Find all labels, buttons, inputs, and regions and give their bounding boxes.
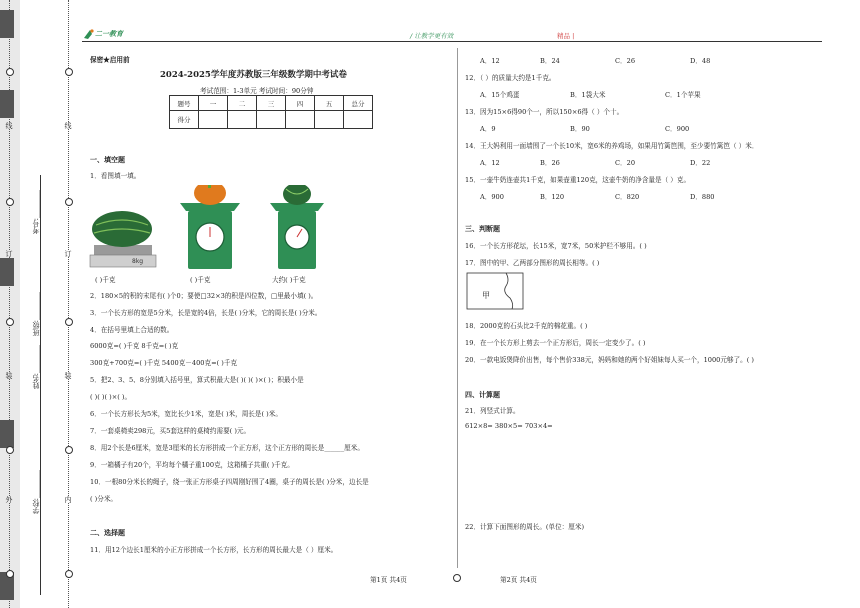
question-4a: 6000克=( )千克 8千克=( )克	[90, 342, 179, 350]
circle-mark	[65, 198, 73, 206]
inner-char: 订	[64, 250, 72, 257]
q11-option-b[interactable]: B．24	[540, 57, 560, 65]
section-fill-blank: 一、填空题	[90, 156, 125, 164]
section-calculation: 四、计算题	[465, 391, 500, 399]
footer-page-right: 第2页 共4页	[500, 576, 537, 584]
brand-logo	[82, 28, 134, 40]
inner-char: 线	[64, 122, 72, 129]
q15-option-a[interactable]: A．900	[480, 193, 504, 201]
q13-option-c[interactable]: C．900	[665, 125, 690, 133]
circle-mark	[65, 446, 73, 454]
fig-label-jia: 甲	[482, 291, 490, 300]
q15-option-c[interactable]: C．820	[615, 193, 640, 201]
score-cell[interactable]	[344, 111, 373, 129]
question-5a: 5．把2、3、5、8分别填入括号里，算式积最大是( )( )( )×( )；积最小是	[90, 376, 304, 384]
question-20: 20．一款电饭煲降价出售，每个售价338元，妈妈和她的两个好姐妹每人买一个，1000元够了。( )	[465, 356, 754, 364]
answer-pumpkin[interactable]: ( )千克	[190, 276, 211, 284]
outer-char: 装	[5, 372, 13, 379]
column-divider	[457, 48, 458, 568]
outer-dotted-line	[9, 0, 10, 608]
q11-option-a[interactable]: A．12	[480, 57, 500, 65]
inner-dotted-line	[68, 0, 69, 608]
answer-melon[interactable]: 大约( )千克	[272, 276, 306, 284]
circle-mark	[6, 198, 14, 206]
circle-mark	[65, 570, 73, 578]
q21-expressions: 612×8= 380×5= 703×4=	[465, 422, 553, 430]
outer-char: 线	[5, 122, 13, 129]
question-2: 2．180×5的积的末尾有( )个0；要使□32×3的积是四位数，□里最小填( )。	[90, 292, 318, 300]
score-cell[interactable]	[315, 111, 344, 129]
q14-option-a[interactable]: A．12	[480, 159, 500, 167]
circle-mark	[6, 68, 14, 76]
brand-name: 二一教育	[95, 30, 123, 38]
question-10a: 10．一根80分米长的绳子，绕一张正方形桌子四周刚好围了4圈，桌子的周长是( )分米，边长是	[90, 478, 369, 486]
question-13: 13．因为15×6得90个一，所以150×6得（ ）个十。	[465, 108, 624, 116]
score-cell[interactable]	[199, 111, 228, 129]
question-5b: ( )( )( )×( )。	[90, 393, 132, 401]
exam-scope: 考试范围：1-3单元 考试时间：90分钟	[200, 87, 314, 95]
q13-option-a[interactable]: A．9	[480, 125, 496, 133]
q11-option-c[interactable]: C．26	[615, 57, 636, 65]
question-8: 8．用2个长是6厘米，宽是3厘米的长方形拼成一个正方形，这个正方形的周长是______厘米。	[90, 444, 364, 452]
q15-option-b[interactable]: B．120	[540, 193, 565, 201]
class-field[interactable]: 班级:________	[32, 292, 40, 337]
q17-figure	[466, 272, 526, 312]
school-field[interactable]: 学校:________	[32, 470, 40, 515]
score-cell[interactable]	[228, 111, 257, 129]
secret-label: 保密★启用前	[90, 56, 130, 64]
section-judgement: 三、判断题	[465, 225, 500, 233]
question-15: 15．一壶牛奶连壶共1千克，如果壶重120克，这壶牛奶的净含量是（ ）克。	[465, 176, 691, 184]
score-head: 三	[257, 96, 286, 111]
dark-block	[0, 258, 14, 286]
exam-title: 2024-2025学年度苏教版三年级数学期中考试卷	[160, 70, 347, 80]
score-table	[169, 95, 373, 129]
circle-mark	[6, 446, 14, 454]
q12-option-a[interactable]: A．15个鸡蛋	[480, 91, 520, 99]
header-rule	[82, 41, 822, 42]
score-head: 题号	[170, 96, 199, 111]
question-4: 4．在括号里填上合适的数。	[90, 326, 174, 334]
pumpkin-scale-icon	[180, 185, 240, 269]
score-head: 总分	[344, 96, 373, 111]
question-4b: 300克+700克=( )千克 5400克－400克=( )千克	[90, 359, 238, 367]
outer-char: 外	[5, 496, 13, 503]
inner-char: 内	[64, 496, 72, 503]
score-head: 一	[199, 96, 228, 111]
name-field[interactable]: 姓名:________	[32, 345, 40, 390]
dark-block	[0, 10, 14, 38]
score-head: 四	[286, 96, 315, 111]
score-head: 二	[228, 96, 257, 111]
exam-number-field[interactable]: 考号:________	[32, 190, 40, 235]
question-3: 3．一个长方形的宽是5分米，长是宽的4倍，长是( )分米，它的周长是( )分米。	[90, 309, 322, 317]
question-7: 7．一套桌椅卖298元，买5套这样的桌椅约需要( )元。	[90, 427, 251, 435]
slogan: / 让教学更有效	[410, 32, 454, 40]
watermelon-scale-icon	[90, 211, 156, 267]
question-19: 19．在一个长方形上剪去一个正方形后，周长一定变少了。( )	[465, 339, 646, 347]
answer-watermelon[interactable]: ( )千克	[95, 276, 116, 284]
binding-strip	[0, 0, 78, 608]
question-9: 9．一箱橘子有20个，平均每个橘子重100克，这箱橘子共重( )千克。	[90, 461, 294, 469]
inner-char: 装	[64, 372, 72, 379]
section-choice: 二、选择题	[90, 529, 125, 537]
score-cell[interactable]	[286, 111, 315, 129]
circle-mark	[6, 318, 14, 326]
q14-option-b[interactable]: B．26	[540, 159, 560, 167]
question-10b: ( )分米。	[90, 495, 118, 503]
q13-option-b[interactable]: B．90	[570, 125, 590, 133]
question-18: 18．2000克的石头比2千克的棉花重。( )	[465, 322, 588, 330]
dark-block	[0, 90, 14, 118]
q12-option-c[interactable]: C．1个苹果	[665, 91, 701, 99]
score-head: 五	[315, 96, 344, 111]
question-22: 22．计算下面图形的周长。(单位：厘米)	[465, 523, 585, 531]
q15-option-d[interactable]: D．880	[690, 193, 715, 201]
q14-option-d[interactable]: D．22	[690, 159, 711, 167]
question-12: 12．（ ）的质量大约是1千克。	[465, 74, 556, 82]
q12-option-b[interactable]: B．1袋大米	[570, 91, 606, 99]
score-cell[interactable]	[257, 111, 286, 129]
circle-mark	[65, 68, 73, 76]
melon-scale-icon	[270, 185, 324, 269]
score-row-label: 得分	[170, 111, 199, 129]
question-1: 1．看图填一填。	[90, 172, 141, 180]
footer-circle-icon	[453, 574, 461, 582]
quality-tag: 精品 |	[557, 32, 575, 40]
outer-char: 订	[5, 250, 13, 257]
weighing-pictures	[88, 185, 368, 271]
circle-mark	[6, 570, 14, 578]
dark-block	[0, 420, 14, 448]
q11-option-d[interactable]: D．48	[690, 57, 711, 65]
q14-option-c[interactable]: C．20	[615, 159, 636, 167]
scale-reading: 8kg	[132, 258, 144, 265]
footer-page-left: 第1页 共4页	[370, 576, 407, 584]
circle-mark	[65, 318, 73, 326]
question-6: 6．一个长方形长为5米，宽比长少1米，宽是( )米，周长是( )米。	[90, 410, 282, 418]
question-14: 14．王大妈利用一面墙围了一个长10米，宽6米的养鸡场，如果用竹篱笆围，至少要竹篱笆（ ）米．	[465, 142, 759, 150]
question-11: 11．用12个边长1厘米的小正方形拼成一个长方形，长方形的周长最大是（ ）厘米。	[90, 546, 338, 554]
question-17: 17．图中的甲、乙两部分图形的周长相等。( )	[465, 259, 600, 267]
question-21: 21．列竖式计算。	[465, 407, 520, 415]
question-16: 16．一个长方形花坛，长15米，宽7米，50米护栏不够用。( )	[465, 242, 647, 250]
